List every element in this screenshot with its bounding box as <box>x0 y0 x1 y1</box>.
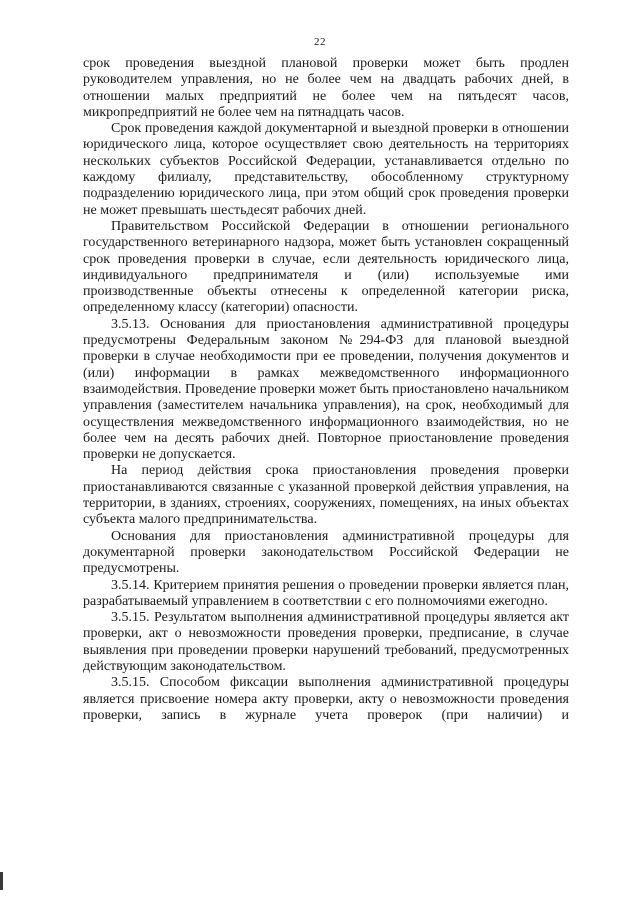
document-body <box>83 56 569 724</box>
page-number: 22 <box>314 36 326 48</box>
paragraph-multi-region-term: Срок проведения каждой документарной и выездной проверки в отношении юридического лица, которое осуществляет свою деятельность на территориях нескольких субъектов Российской Федерации, устанавливается отдельно по каждому филиалу, представительству, обособленному структурному подразделению юридического лица, при этом общий срок проведения проверки не может превышать шестьдесят рабочих дней. <box>83 121 569 218</box>
paragraph-documentary-check-grounds: Основания для приостановления административной процедуры для документарной проверки законодательством Российской Федерации не предусмотрены. <box>83 528 569 577</box>
paragraph-3-5-13-suspension-grounds: 3.5.13. Основания для приостановления административной процедуры предусмотрены Федеральным законом №294-ФЗ для плановой выездной проверки в случае необходимости при ее проведении, получения документов и (или) информации в рамках межведомственного информационного взаимодействия. Проведение проверки может быть приостановлено начальником управления (заместителем начальника управления), на срок, необходимый для осуществления межведомственного информационного взаимодействия, но не более чем на десять рабочих дней. Повторное приостановление проведения проверки не допускается. <box>83 316 569 463</box>
paragraph-reduced-term: Правительством Российской Федерации в отношении регионального государственного ветеринарного надзора, может быть установлен сокращенный срок проведения проверки в случае, если деятельность юридического лица, индивидуального предпринимателя и (или) используемые ими производственные объекты отнесены к определенной категории риска, определенному классу (категории) опасности. <box>83 218 569 316</box>
paragraph-3-5-15-fixation-method: 3.5.15. Способом фиксации выполнения административной процедуры является присвоение номера акту проверки, акту о невозможности проведения проверки, запись в журнале учета проверок (при наличии) и <box>83 675 569 723</box>
scan-edge-mark <box>0 872 3 890</box>
paragraph-suspension-period: На период действия срока приостановления проведения проверки приостанавливаются связанные с указанной проверкой действия управления, на территории, в зданиях, строениях, сооружениях, помещениях, на иных объектах субъекта малого предпринимательства. <box>83 463 569 528</box>
paragraph-term-extension: срок проведения выездной плановой проверки может быть продлен руководителем управления, но не более чем на двадцать рабочих дней, в отношении малых предприятий не более чем на пятьдесят часов, микропредприятий не более чем на пятнадцать часов. <box>83 56 569 120</box>
paragraph-3-5-14-decision-criterion: 3.5.14. Критерием принятия решения о проведении проверки является план, разрабатываемый управлением в соответствии с его полномочиями ежегодно. <box>83 577 569 609</box>
paragraph-3-5-15-result: 3.5.15. Результатом выполнения административной процедуры является акт проверки, акт о невозможности проведения проверки, предписание, в случае выявления при проведении проверки нарушений требований, предусмотренных действующим законодательством. <box>83 610 569 674</box>
